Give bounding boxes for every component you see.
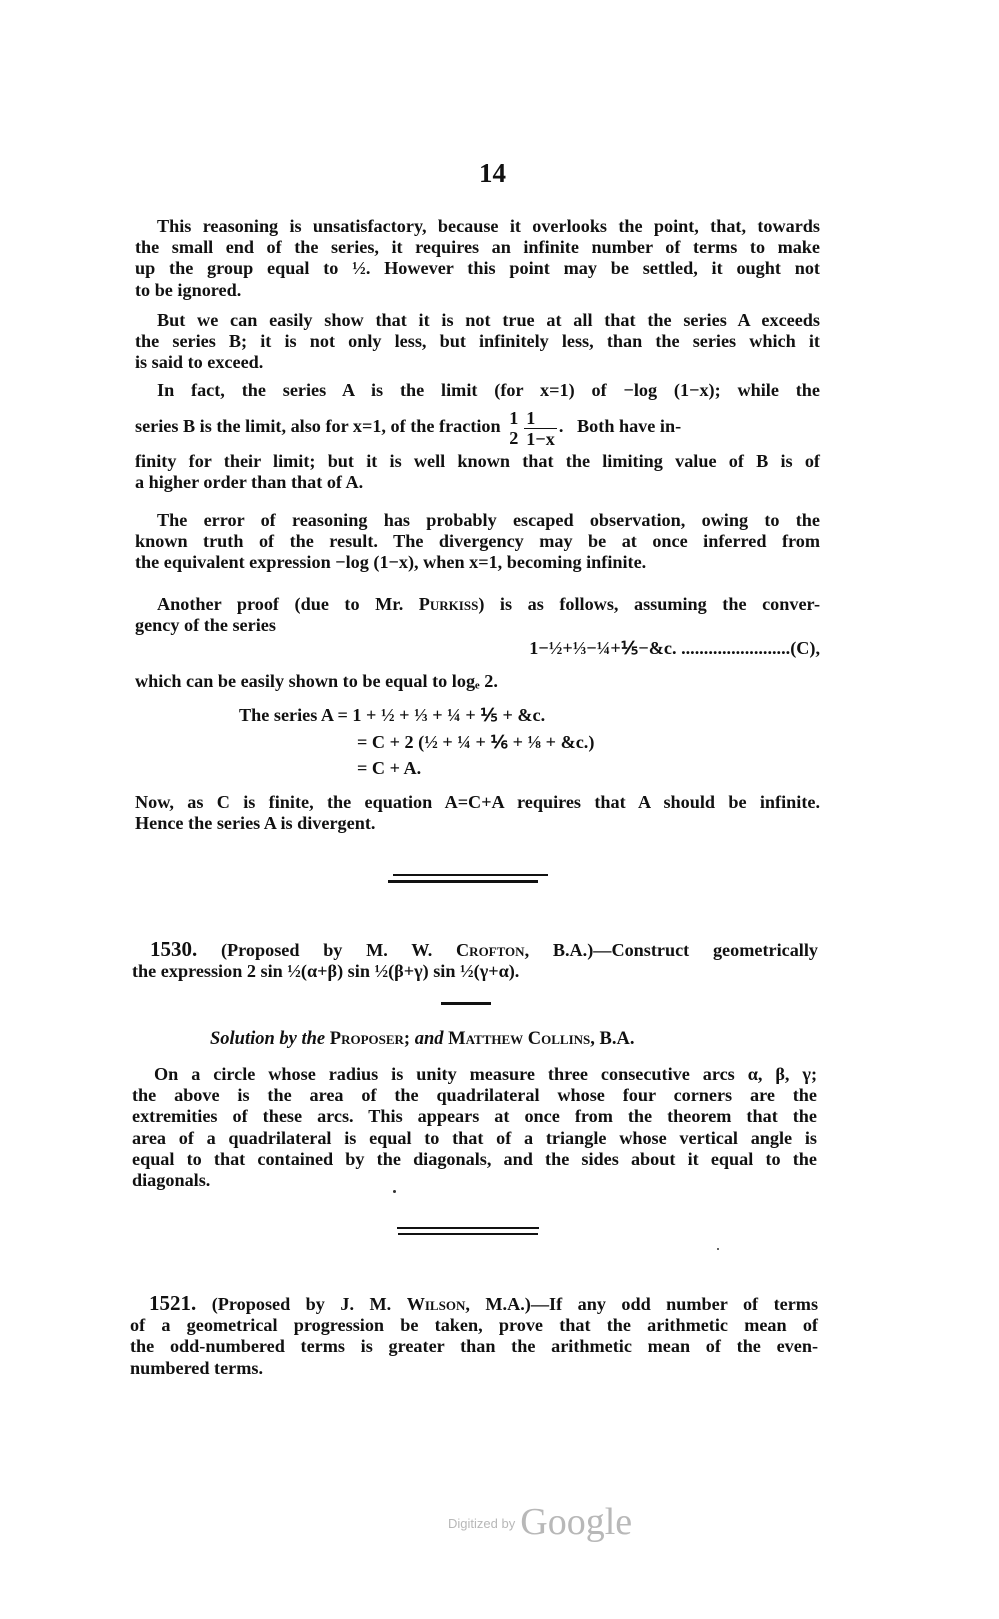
print-speck — [717, 1248, 719, 1250]
text-fragment: series B is the limit, also for x=1, of the fraction — [135, 416, 501, 437]
text-line: finity for their limit; but it is well known that the limiting value of B is of — [135, 451, 820, 472]
series-c-equation: 1−½+⅓−¼+⅕−&c. ........................(C), — [529, 638, 820, 658]
text-line: of a geometrical progression be taken, prove that the arithmetic mean of — [130, 1315, 818, 1336]
text-line-fraction — [135, 407, 820, 449]
text-line: is said to exceed. — [135, 352, 264, 373]
text-line: to be ignored. — [135, 279, 242, 300]
text-line: the odd-numbered terms is greater than the arithmetic mean of the even- — [130, 1336, 818, 1357]
text-line: diagonals. — [132, 1170, 211, 1191]
person-name: Wilson — [406, 1294, 466, 1314]
person-name: Purkiss — [418, 594, 479, 614]
digitized-watermark — [448, 1500, 648, 1544]
equation-line: The series A = 1 + ½ + ⅓ + ¼ + ⅕ + &c. — [239, 705, 546, 725]
text-line: the expression 2 sin ½(α+β) sin ½(β+γ) sin ½(γ+α). — [132, 961, 520, 982]
paragraph-series-comparison — [135, 310, 820, 374]
text-line: gency of the series — [135, 615, 276, 636]
text-line: Hence the series A is divergent. — [135, 813, 376, 834]
text-line: 1521. (Proposed by J. M. Wilson, M.A.)—If any odd number of terms — [149, 1291, 819, 1315]
text-line: which can be easily shown to be equal to logₑ 2. — [135, 671, 498, 691]
fraction-one-half: 1 2 — [509, 408, 519, 449]
question-number: 1530. — [150, 937, 198, 961]
text-line: the series B; it is not only less, but infinitely less, than the series which it — [135, 331, 820, 352]
text-line: 1530. (Proposed by M. W. Crofton, B.A.)—Construct geometrically — [150, 937, 818, 961]
paragraph-error — [135, 510, 820, 574]
paragraph-reasoning — [135, 216, 820, 301]
fraction-one-over-one-minus-x: $\frac{1}{1-x}$ — [526, 407, 555, 449]
solution-text — [132, 1064, 817, 1191]
paragraph-purkiss-proof — [135, 594, 820, 636]
text-line: Another proof (due to Mr. Purkiss) is as follows, assuming the conver- — [157, 594, 820, 614]
text-line: But we can easily show that it is not true at all that the series A exceeds — [157, 310, 820, 330]
text-line: a higher order than that of A. — [135, 472, 364, 493]
section-divider — [397, 1227, 539, 1229]
text-line: Now, as C is finite, the equation A=C+A requires that A should be infinite. — [135, 792, 820, 812]
text-line: In fact, the series A is the limit (for x=1) of −log (1−x); while the — [157, 380, 820, 400]
section-divider — [398, 1233, 538, 1235]
short-divider — [441, 1002, 491, 1005]
text-line: the above is the area of the quadrilateral whose four corners are the — [132, 1085, 817, 1106]
section-divider — [388, 880, 538, 883]
section-divider — [393, 874, 548, 876]
text-line: extremities of these arcs. This appears at once from the theorem that the — [132, 1106, 817, 1127]
paragraph-log2 — [135, 671, 820, 692]
text-line: known truth of the result. The divergency may be at once inferred from — [135, 531, 820, 552]
paragraph-limits — [135, 380, 820, 494]
solution-heading: Solution by the Proposer; and Matthew Collins, B.A. — [210, 1029, 635, 1049]
paragraph-conclusion — [135, 792, 820, 834]
text-line: The error of reasoning has probably escaped observation, owing to the — [157, 510, 820, 530]
text-line: This reasoning is unsatisfactory, because it overlooks the point, that, towards — [157, 216, 820, 236]
question-1530 — [132, 939, 818, 982]
question-1521 — [130, 1293, 818, 1379]
text-line: area of a quadrilateral is equal to that of a triangle whose vertical angle is — [132, 1127, 817, 1148]
text-line: equal to that contained by the diagonals, and the sides about it equal to the — [132, 1148, 817, 1169]
watermark-prefix: Digitized by — [448, 1516, 516, 1531]
page-number: 14 — [479, 158, 506, 188]
text-line: On a circle whose radius is unity measure three consecutive arcs α, β, γ; — [154, 1064, 817, 1084]
google-logo: Google — [520, 1501, 633, 1543]
text-line: the equivalent expression −log (1−x), when x=1, becoming infinite. — [135, 552, 647, 573]
equation-line: = C + A. — [357, 758, 422, 778]
equation-line: = C + 2 (½ + ¼ + ⅙ + ⅛ + &c.) — [357, 732, 595, 752]
print-speck — [393, 1190, 396, 1193]
text-line: numbered terms. — [130, 1357, 264, 1378]
question-number: 1521. — [149, 1291, 197, 1315]
text-line: up the group equal to ½. However this point may be settled, it ought not — [135, 258, 820, 279]
text-line: the small end of the series, it requires an infinite number of terms to make — [135, 237, 820, 258]
text-fragment: . Both have in- — [558, 416, 682, 437]
person-name: Crofton — [456, 940, 525, 960]
